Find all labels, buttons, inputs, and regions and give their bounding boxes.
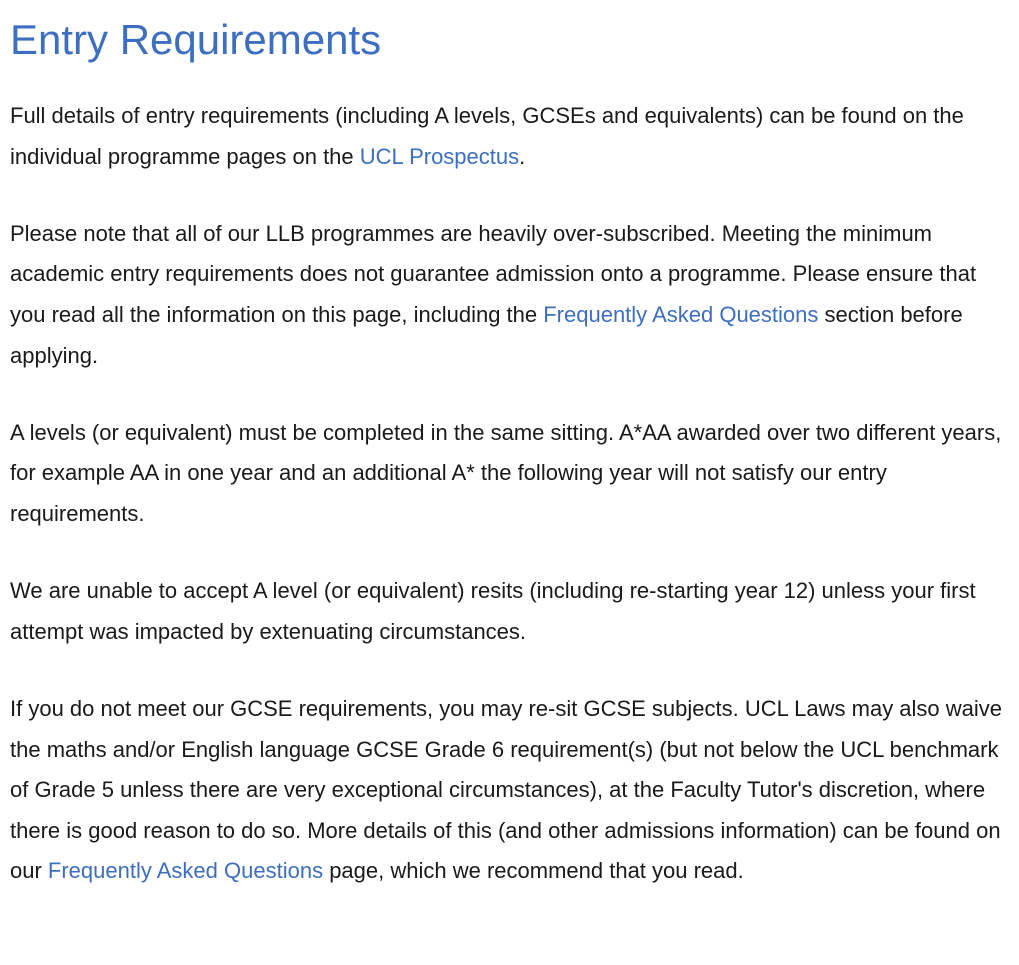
- page-title: Entry Requirements: [10, 16, 382, 63]
- faq-link[interactable]: Frequently Asked Questions: [543, 301, 819, 327]
- paragraph-text: Please note that all of our LLB programmes are heavily over-subscribed. Meeting the minimum academic entry requirements does not guarantee admission onto a programme. Please ensure that you read all the information on this page, including the: [10, 220, 977, 327]
- main-content: [0, 14, 1019, 892]
- paragraph-same-sitting: A levels (or equivalent) must be completed in the same sitting. A*AA awarded over two different years, for example AA in one year and an additional A* the following year will not satisfy our entry requirements.: [10, 419, 1002, 526]
- paragraph-text: If you do not meet our GCSE requirements, you may re-sit GCSE subjects. UCL Laws may also waive the maths and/or English language GCSE Grade 6 requirement(s) (but not below the UCL benchmark of Grade 5 unless there are very exceptional circumstances), at the Faculty Tutor's discretion, where there is good reason to do so. More details of this (and other admissions information) can be found on our: [10, 695, 1003, 884]
- paragraph-text: page, which we recommend that you read.: [323, 858, 744, 884]
- paragraph-prospectus: [10, 96, 1009, 177]
- ucl-prospectus-link[interactable]: UCL Prospectus: [359, 143, 520, 169]
- paragraph-gcse: [10, 689, 1009, 892]
- paragraph-text: Full details of entry requirements (including A levels, GCSEs and equivalents) can be found on the individual programme pages on the: [10, 103, 964, 169]
- faq-page-link[interactable]: Frequently Asked Questions: [47, 858, 324, 884]
- paragraph-text: section before applying.: [10, 301, 963, 368]
- paragraph-resits: We are unable to accept A level (or equivalent) resits (including re-starting year 12) unless your first attempt was impacted by extenuating circumstances.: [10, 578, 976, 644]
- paragraph-oversubscribed: [10, 214, 1009, 376]
- paragraph-text: .: [519, 143, 526, 169]
